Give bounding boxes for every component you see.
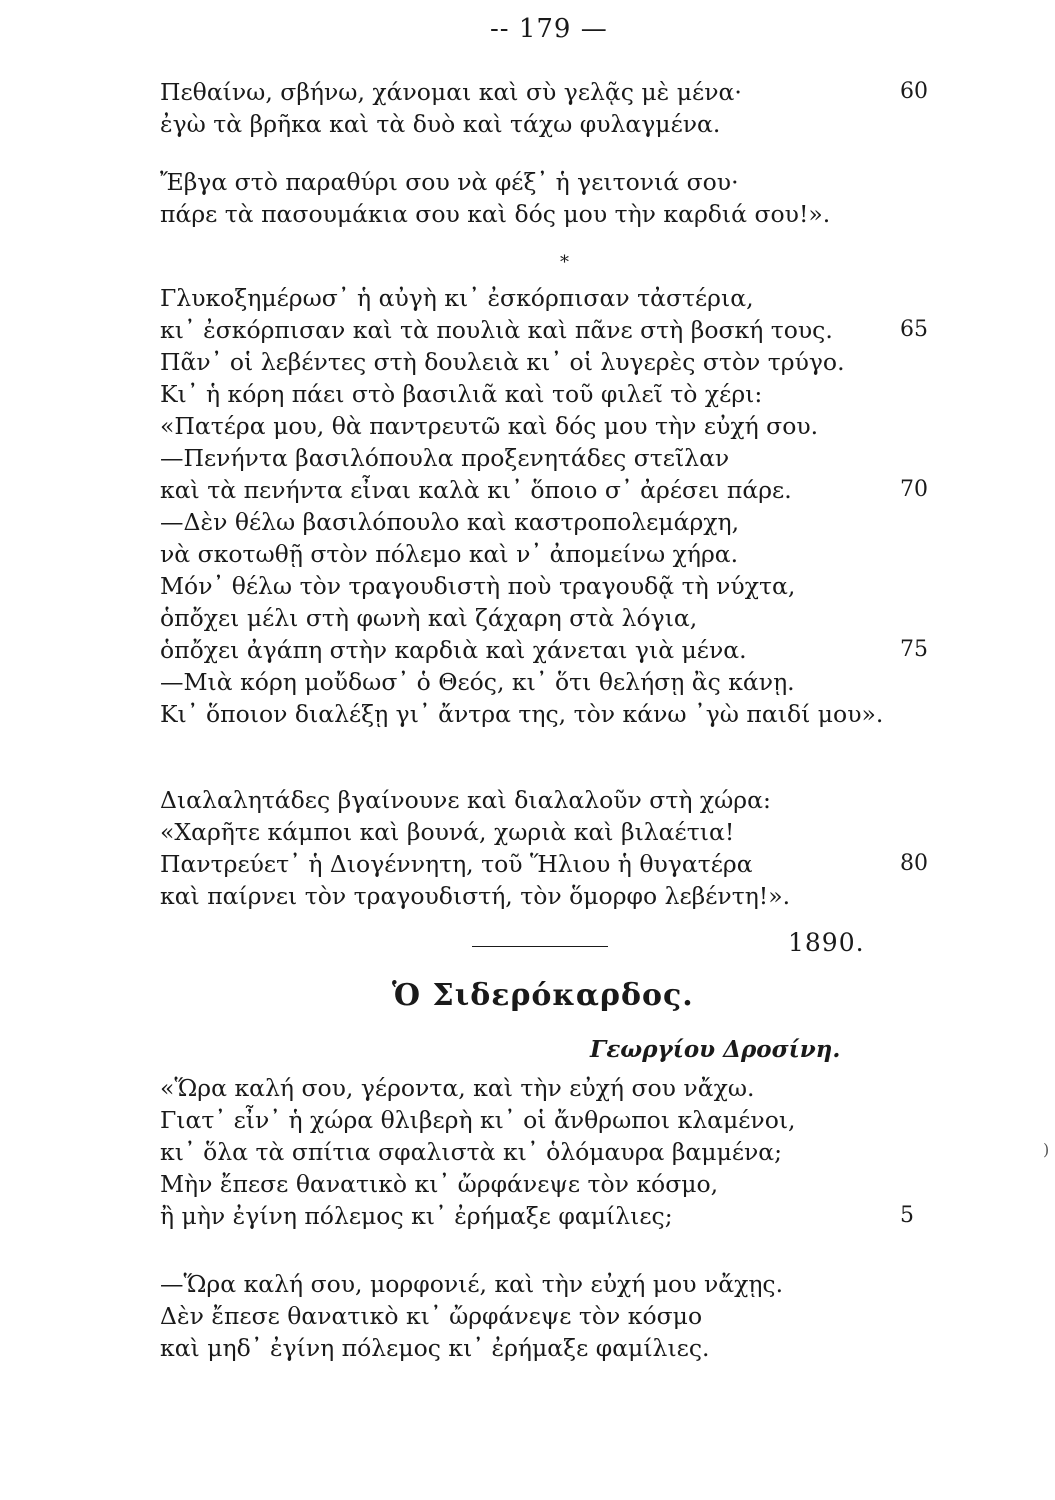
- verse-line: Δὲν ἔπεσε θανατικὸ κι᾽ ὤρφάνεψε τὸν κόσμο: [160, 1302, 703, 1330]
- verse-line: —Μιὰ κόρη μοὔδωσ᾽ ὁ Θεός, κι᾽ ὅτι θελήσῃ ἂς κάνῃ.: [160, 668, 795, 696]
- verse-line: Κι᾽ ἡ κόρη πάει στὸ βασιλιᾶ καὶ τοῦ φιλεῖ τὸ χέρι:: [160, 380, 763, 408]
- end-rule: [472, 946, 608, 947]
- line-number: 75: [900, 637, 928, 662]
- stanza-4: [160, 784, 928, 912]
- verse-line: Μὴν ἔπεσε θανατικὸ κι᾽ ὤρφάνεψε τὸν κόσμο,: [160, 1170, 719, 1198]
- verse-line: —Πενήντα βασιλόπουλα προξενητάδες στεῖλαν: [160, 444, 730, 472]
- line-number: 5: [900, 1203, 914, 1228]
- verse-line: καὶ μηδ᾽ ἐγίνη πόλεμος κι᾽ ἐρήμαξε φαμίλιες.: [160, 1334, 710, 1362]
- verse-line: ὁπὄχει μέλι στὴ φωνὴ καὶ ζάχαρη στὰ λόγια,: [160, 604, 698, 632]
- verse-line: κι᾽ ἐσκόρπισαν καὶ τὰ πουλιὰ καὶ πᾶνε στὴ βοσκή τους. 65: [160, 316, 928, 344]
- line-number: 80: [900, 851, 928, 876]
- verse-line: Μόν᾽ θέλω τὸν τραγουδιστὴ ποὺ τραγουδᾷ τὴ νύχτα,: [160, 572, 796, 600]
- stanza-6: [160, 1268, 900, 1364]
- verse-line: «Ὥρα καλή σου, γέροντα, καὶ τὴν εὐχή σου νἄχω.: [160, 1074, 755, 1102]
- verse-line: νὰ σκοτωθῇ στὸν πόλεμο καὶ ν᾽ ἀπομείνω χήρα.: [160, 540, 739, 568]
- verse-line: Διαλαλητάδες βγαίνουνε καὶ διαλαλοῦν στὴ χώρα:: [160, 786, 771, 814]
- verse-line: ἢ μὴν ἐγίνη πόλεμος κι᾽ ἐρήμαξε φαμίλιες; 5: [160, 1202, 914, 1230]
- poem-year: 1890.: [788, 928, 865, 957]
- verse-line: Πᾶν᾽ οἱ λεβέντες στὴ δουλειὰ κι᾽ οἱ λυγερὲς στὸν τρύγο.: [160, 348, 845, 376]
- verse-line: ὁπὄχει ἀγάπη στὴν καρδιὰ καὶ χάνεται γιὰ μένα. 75: [160, 636, 928, 664]
- verse-line: Πεθαίνω, σβήνω, χάνομαι καὶ σὺ γελᾷς μὲ μένα· 60: [160, 78, 928, 106]
- verse-line: Κι᾽ ὅποιον διαλέξῃ γι᾽ ἄντρα της, τὸν κάνω ᾽γὼ παιδί μου».: [160, 700, 884, 728]
- stanza-2: [160, 166, 900, 230]
- margin-mark: ): [1043, 1140, 1050, 1159]
- verse-line: Γλυκοξημέρωσ᾽ ἡ αὐγὴ κι᾽ ἐσκόρπισαν τἀστέρια,: [160, 284, 754, 312]
- verse-line: Γιατ᾽ εἶν᾽ ἡ χώρα θλιβερὴ κι᾽ οἱ ἄνθρωποι κλαμένοι,: [160, 1106, 796, 1134]
- verse-line: —Δὲν θέλω βασιλόπουλο καὶ καστροπολεμάρχη,: [160, 508, 740, 536]
- verse-line: Ἔβγα στὸ παραθύρι σου νὰ φέξ᾽ ἡ γειτονιά σου·: [160, 168, 739, 196]
- verse-line: ἐγὼ τὰ βρῆκα καὶ τὰ δυὸ καὶ τάχω φυλαγμένα.: [160, 110, 721, 138]
- verse-line: —Ὥρα καλή σου, μορφονιέ, καὶ τὴν εὐχή μου νἄχῃς.: [160, 1270, 784, 1298]
- verse-line: πάρε τὰ πασουμάκια σου καὶ δός μου τὴν καρδιά σου!».: [160, 200, 831, 228]
- poem-author: Γεωργίου Δροσίνη.: [590, 1036, 841, 1063]
- verse-line: καὶ παίρνει τὸν τραγουδιστή, τὸν ὅμορφο λεβέντη!».: [160, 882, 791, 910]
- verse-line: «Χαρῆτε κάμποι καὶ βουνά, χωριὰ καὶ βιλαέτια!: [160, 818, 735, 846]
- stanza-3: [160, 282, 928, 730]
- line-number: 65: [900, 317, 928, 342]
- verse-line: «Πατέρα μου, θὰ παντρευτῶ καὶ δός μου τὴν εὐχή σου.: [160, 412, 819, 440]
- verse-line: κι᾽ ὅλα τὰ σπίτια σφαλιστὰ κι᾽ ὁλόμαυρα βαμμένα;: [160, 1138, 783, 1166]
- section-separator: *: [560, 252, 569, 273]
- verse-line: Παντρεύετ᾽ ἡ Διογέννητη, τοῦ Ἥλιου ἡ θυγατέρα 80: [160, 850, 928, 878]
- stanza-5: [160, 1072, 914, 1232]
- stanza-1: [160, 76, 928, 140]
- poem-title: Ὁ Σιδερόκαρδος.: [392, 978, 694, 1013]
- line-number: 60: [900, 79, 928, 104]
- verse-line: καὶ τὰ πενήντα εἶναι καλὰ κι᾽ ὅποιο σ᾽ ἀρέσει πάρε. 70: [160, 476, 928, 504]
- line-number: 70: [900, 477, 928, 502]
- page-number: -- 179 —: [490, 14, 608, 44]
